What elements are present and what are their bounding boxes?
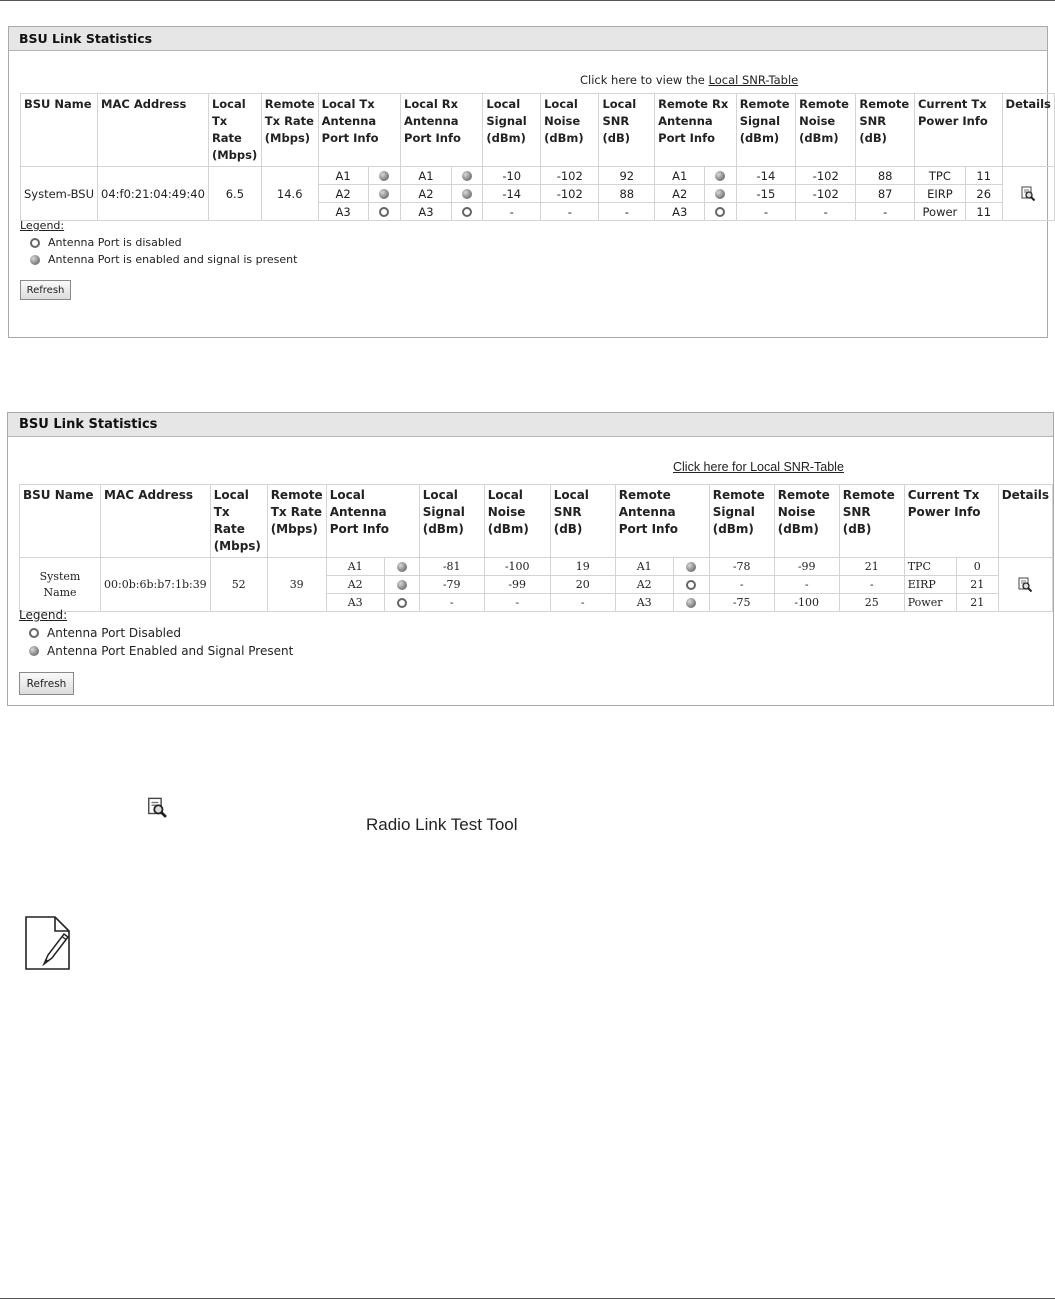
col-remote-antenna: Remote Antenna Port Info xyxy=(615,485,709,558)
local-signal-cell: -81 xyxy=(419,558,484,576)
local-noise-cell: -100 xyxy=(484,558,550,576)
local-rx-port-label: A2 xyxy=(401,185,452,203)
port-enabled-icon xyxy=(379,189,389,199)
legend-item-disabled xyxy=(30,236,297,249)
remote-signal-cell: -78 xyxy=(709,558,774,576)
remote-snr-cell: 21 xyxy=(839,558,904,576)
bsu-name-cell: System-BSU xyxy=(21,167,98,221)
col-local-signal: Local Signal (dBm) xyxy=(483,94,541,167)
col-local-tx-rate: Local Tx Rate (Mbps) xyxy=(208,94,261,167)
remote-noise-cell: -100 xyxy=(774,594,839,612)
table-row xyxy=(20,558,1053,576)
local-tx-rate-cell: 52 xyxy=(210,558,267,612)
tx-power-value: 11 xyxy=(965,203,1002,221)
table-row xyxy=(21,167,1055,185)
remote-signal-cell: -14 xyxy=(736,167,795,185)
col-bsu-name: BSU Name xyxy=(20,485,101,558)
local-snr-cell: 20 xyxy=(550,576,615,594)
snr-table-link-row xyxy=(580,73,798,87)
col-details: Details xyxy=(1002,94,1054,167)
local-signal-cell: - xyxy=(483,203,541,221)
antenna-status-icon xyxy=(705,203,736,221)
tx-power-value: 11 xyxy=(965,167,1002,185)
antenna-status-icon xyxy=(368,203,400,221)
antenna-status-icon xyxy=(673,594,709,612)
remote-rx-port-label: A1 xyxy=(655,167,705,185)
remote-tx-rate-cell: 39 xyxy=(267,558,326,612)
remote-snr-cell: 87 xyxy=(856,185,915,203)
col-local-noise: Local Noise (dBm) xyxy=(541,94,599,167)
details-magnifier-icon xyxy=(146,797,168,819)
snr-link-prefix: Click here to view the xyxy=(580,73,709,87)
antenna-status-icon xyxy=(673,558,709,576)
legend xyxy=(19,608,293,662)
tx-power-value: 26 xyxy=(965,185,1002,203)
bottom-rule xyxy=(0,1298,1055,1299)
port-disabled-icon xyxy=(29,628,39,638)
local-noise-cell: - xyxy=(484,594,550,612)
local-signal-cell: -14 xyxy=(483,185,541,203)
local-snr-cell: - xyxy=(550,594,615,612)
col-mac-address: MAC Address xyxy=(98,94,209,167)
antenna-status-icon xyxy=(705,185,736,203)
col-details: Details xyxy=(998,485,1052,558)
local-noise-cell: -99 xyxy=(484,576,550,594)
panel-title: BSU Link Statistics xyxy=(8,413,1053,437)
port-disabled-icon xyxy=(462,207,472,217)
port-enabled-icon xyxy=(686,598,696,608)
antenna-status-icon xyxy=(368,185,400,203)
port-enabled-icon xyxy=(379,171,389,181)
local-snr-cell: 92 xyxy=(599,167,655,185)
col-local-antenna: Local Antenna Port Info xyxy=(326,485,419,558)
remote-port-label: A2 xyxy=(615,576,673,594)
note-pencil-icon xyxy=(22,914,74,972)
port-enabled-icon xyxy=(397,562,407,572)
remote-snr-cell: - xyxy=(856,203,915,221)
local-port-label: A2 xyxy=(326,576,384,594)
remote-signal-cell: -75 xyxy=(709,594,774,612)
port-enabled-icon xyxy=(686,562,696,572)
port-enabled-icon xyxy=(715,171,725,181)
col-remote-noise: Remote Noise (dBm) xyxy=(796,94,856,167)
local-signal-cell: - xyxy=(419,594,484,612)
link-stats-table xyxy=(19,484,1053,612)
legend xyxy=(20,219,297,270)
legend-item-enabled xyxy=(30,253,297,266)
refresh-button[interactable]: Refresh xyxy=(19,672,74,695)
local-rx-port-label: A1 xyxy=(401,167,452,185)
table-header-row xyxy=(21,94,1055,167)
table-header-row xyxy=(20,485,1053,558)
local-snr-table-link[interactable]: Click here for Local SNR-Table xyxy=(673,460,844,474)
mac-address-cell: 00:0b:6b:b7:1b:39 xyxy=(101,558,211,612)
tx-power-value: 21 xyxy=(956,576,998,594)
col-local-rx-antenna: Local Rx Antenna Port Info xyxy=(401,94,483,167)
remote-noise-cell: - xyxy=(774,576,839,594)
local-tx-rate-cell: 6.5 xyxy=(208,167,261,221)
details-cell xyxy=(998,558,1052,612)
antenna-status-icon xyxy=(368,167,400,185)
col-remote-signal: Remote Signal (dBm) xyxy=(709,485,774,558)
details-magnifier-icon[interactable] xyxy=(1017,577,1033,593)
port-enabled-icon xyxy=(30,255,40,265)
local-tx-port-label: A1 xyxy=(318,167,368,185)
local-snr-cell: 19 xyxy=(550,558,615,576)
col-tx-power-info: Current Tx Power Info xyxy=(904,485,998,558)
port-disabled-icon xyxy=(686,580,696,590)
remote-signal-cell: - xyxy=(736,203,795,221)
tx-power-label: EIRP xyxy=(904,576,956,594)
col-remote-snr: Remote SNR (dB) xyxy=(839,485,904,558)
remote-snr-cell: - xyxy=(839,576,904,594)
local-signal-cell: -79 xyxy=(419,576,484,594)
tx-power-value: 21 xyxy=(956,594,998,612)
antenna-status-icon xyxy=(451,167,482,185)
top-rule xyxy=(0,0,1055,1)
antenna-status-icon xyxy=(451,203,482,221)
local-port-label: A1 xyxy=(326,558,384,576)
legend-label: Antenna Port Enabled and Signal Present xyxy=(47,644,294,658)
col-remote-tx-rate: Remote Tx Rate (Mbps) xyxy=(267,485,326,558)
col-remote-noise: Remote Noise (dBm) xyxy=(774,485,839,558)
details-cell xyxy=(1002,167,1054,221)
legend-label: Antenna Port Disabled xyxy=(47,626,182,640)
remote-port-label: A3 xyxy=(615,594,673,612)
antenna-status-icon xyxy=(384,558,419,576)
port-enabled-icon xyxy=(397,580,407,590)
legend-title: Legend: xyxy=(20,219,65,232)
antenna-status-icon xyxy=(384,594,419,612)
tx-power-label: TPC xyxy=(904,558,956,576)
remote-noise-cell: - xyxy=(796,203,856,221)
radio-link-test-tool-text: Radio Link Test Tool xyxy=(366,815,518,834)
col-local-signal: Local Signal (dBm) xyxy=(419,485,484,558)
local-noise-cell: -102 xyxy=(541,185,599,203)
port-disabled-icon xyxy=(30,238,40,248)
local-tx-port-label: A2 xyxy=(318,185,368,203)
remote-rx-port-label: A2 xyxy=(655,185,705,203)
port-disabled-icon xyxy=(715,207,725,217)
local-port-label: A3 xyxy=(326,594,384,612)
col-local-noise: Local Noise (dBm) xyxy=(484,485,550,558)
col-remote-rx-antenna: Remote Rx Antenna Port Info xyxy=(655,94,737,167)
tx-power-label: Power xyxy=(904,594,956,612)
remote-signal-cell: -15 xyxy=(736,185,795,203)
link-stats-table xyxy=(20,93,1055,221)
legend-label: Antenna Port is disabled xyxy=(48,236,182,249)
col-remote-tx-rate: Remote Tx Rate (Mbps) xyxy=(261,94,318,167)
col-remote-signal: Remote Signal (dBm) xyxy=(736,94,795,167)
panel-title: BSU Link Statistics xyxy=(9,27,1047,51)
remote-snr-cell: 88 xyxy=(856,167,915,185)
tx-power-label: EIRP xyxy=(914,185,965,203)
tx-power-label: TPC xyxy=(914,167,965,185)
port-enabled-icon xyxy=(715,189,725,199)
local-snr-cell: 88 xyxy=(599,185,655,203)
local-snr-cell: - xyxy=(599,203,655,221)
legend-title: Legend: xyxy=(19,608,68,622)
local-noise-cell: - xyxy=(541,203,599,221)
remote-rx-port-label: A3 xyxy=(655,203,705,221)
remote-port-label: A1 xyxy=(615,558,673,576)
local-snr-table-link[interactable]: Local SNR-Table xyxy=(708,73,799,87)
tx-power-value: 0 xyxy=(956,558,998,576)
legend-item-disabled xyxy=(29,626,293,640)
col-bsu-name: BSU Name xyxy=(21,94,98,167)
port-disabled-icon xyxy=(397,598,407,608)
snr-table-link-row xyxy=(673,460,844,474)
local-signal-cell: -10 xyxy=(483,167,541,185)
remote-snr-cell: 25 xyxy=(839,594,904,612)
legend-item-enabled xyxy=(29,644,293,658)
remote-noise-cell: -99 xyxy=(774,558,839,576)
antenna-status-icon xyxy=(705,167,736,185)
remote-noise-cell: -102 xyxy=(796,185,856,203)
local-noise-cell: -102 xyxy=(541,167,599,185)
local-tx-port-label: A3 xyxy=(318,203,368,221)
details-magnifier-icon[interactable] xyxy=(1020,186,1036,202)
antenna-status-icon xyxy=(673,576,709,594)
col-mac-address: MAC Address xyxy=(101,485,211,558)
col-local-tx-rate: Local Tx Rate (Mbps) xyxy=(210,485,267,558)
remote-tx-rate-cell: 14.6 xyxy=(261,167,318,221)
legend-label: Antenna Port is enabled and signal is present xyxy=(48,253,298,266)
mac-address-cell: 04:f0:21:04:49:40 xyxy=(98,167,209,221)
col-tx-power-info: Current Tx Power Info xyxy=(914,94,1002,167)
refresh-button[interactable]: Refresh xyxy=(20,280,71,300)
local-rx-port-label: A3 xyxy=(401,203,452,221)
port-enabled-icon xyxy=(462,171,472,181)
port-enabled-icon xyxy=(29,646,39,656)
col-remote-snr: Remote SNR (dB) xyxy=(856,94,915,167)
antenna-status-icon xyxy=(384,576,419,594)
bsu-name-cell: System Name xyxy=(20,558,101,612)
col-local-snr: Local SNR (dB) xyxy=(550,485,615,558)
col-local-tx-antenna: Local Tx Antenna Port Info xyxy=(318,94,400,167)
port-enabled-icon xyxy=(462,189,472,199)
tx-power-label: Power xyxy=(914,203,965,221)
col-local-snr: Local SNR (dB) xyxy=(599,94,655,167)
port-disabled-icon xyxy=(379,207,389,217)
antenna-status-icon xyxy=(451,185,482,203)
remote-signal-cell: - xyxy=(709,576,774,594)
remote-noise-cell: -102 xyxy=(796,167,856,185)
